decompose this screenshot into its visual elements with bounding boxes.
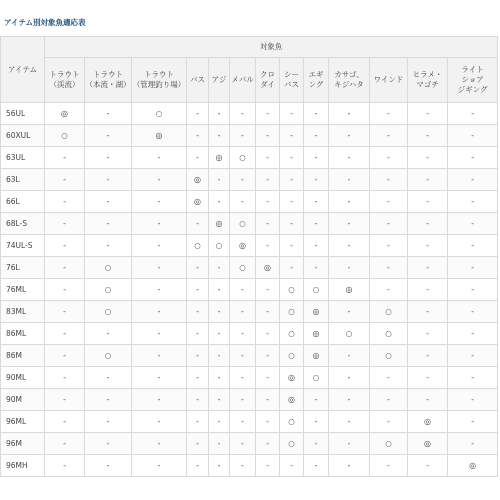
rating-cell: - xyxy=(329,169,370,191)
rating-cell: ◎ xyxy=(448,455,498,477)
rating-cell: - xyxy=(304,257,329,279)
rating-cell: - xyxy=(132,433,187,455)
rating-cell: - xyxy=(45,433,85,455)
rating-cell: - xyxy=(187,257,209,279)
rating-cell: - xyxy=(209,279,230,301)
rating-cell: - xyxy=(132,389,187,411)
rating-cell: ○ xyxy=(280,433,304,455)
rating-cell: - xyxy=(85,323,132,345)
rating-cell: - xyxy=(209,345,230,367)
rating-cell: - xyxy=(230,367,256,389)
rating-cell: ○ xyxy=(230,213,256,235)
rating-cell: - xyxy=(230,389,256,411)
species-column-label: エギ ング xyxy=(308,70,324,89)
rating-cell: - xyxy=(280,147,304,169)
rating-cell: - xyxy=(370,389,408,411)
rating-cell: - xyxy=(132,257,187,279)
rating-cell: ◎ xyxy=(408,411,448,433)
table-header-group-row xyxy=(1,37,498,58)
item-name-cell: 83ML xyxy=(1,301,45,323)
rating-cell: - xyxy=(209,301,230,323)
item-name-cell: 76L xyxy=(1,257,45,279)
rating-cell: - xyxy=(85,213,132,235)
rating-cell: - xyxy=(304,433,329,455)
item-name-cell: 66L xyxy=(1,191,45,213)
rating-cell: - xyxy=(280,169,304,191)
item-name-cell: 96ML xyxy=(1,411,45,433)
rating-cell: - xyxy=(230,125,256,147)
rating-cell: - xyxy=(256,147,280,169)
rating-cell: - xyxy=(45,235,85,257)
rating-cell: - xyxy=(209,389,230,411)
table-row xyxy=(1,323,498,345)
rating-cell: - xyxy=(408,455,448,477)
rating-cell: - xyxy=(256,389,280,411)
rating-cell: - xyxy=(408,279,448,301)
rating-cell: - xyxy=(280,455,304,477)
rating-cell: ◎ xyxy=(256,257,280,279)
rating-cell: - xyxy=(448,411,498,433)
rating-cell: - xyxy=(408,169,448,191)
rating-cell: - xyxy=(256,279,280,301)
item-name-cell: 63UL xyxy=(1,147,45,169)
table-row xyxy=(1,389,498,411)
rating-cell: ◎ xyxy=(304,323,329,345)
rating-cell: - xyxy=(85,367,132,389)
species-column-header xyxy=(209,58,230,103)
rating-cell: - xyxy=(85,455,132,477)
rating-cell: - xyxy=(408,301,448,323)
rating-cell: - xyxy=(209,367,230,389)
species-column-header xyxy=(256,58,280,103)
rating-cell: - xyxy=(329,213,370,235)
rating-cell: - xyxy=(209,257,230,279)
rating-cell: - xyxy=(45,301,85,323)
compatibility-table xyxy=(0,36,498,477)
rating-cell: - xyxy=(132,213,187,235)
rating-cell: - xyxy=(132,169,187,191)
rating-cell: - xyxy=(280,125,304,147)
rating-cell: - xyxy=(329,367,370,389)
rating-cell: ◎ xyxy=(45,103,85,125)
rating-cell: - xyxy=(329,345,370,367)
rating-cell: - xyxy=(448,389,498,411)
rating-cell: ○ xyxy=(280,323,304,345)
rating-cell: - xyxy=(304,191,329,213)
rating-cell: - xyxy=(329,235,370,257)
rating-cell: ◎ xyxy=(230,235,256,257)
rating-cell: - xyxy=(408,257,448,279)
rating-cell: ○ xyxy=(187,235,209,257)
rating-cell: - xyxy=(370,103,408,125)
rating-cell: - xyxy=(230,345,256,367)
rating-cell: - xyxy=(85,235,132,257)
rating-cell: - xyxy=(45,169,85,191)
table-row xyxy=(1,191,498,213)
rating-cell: - xyxy=(209,103,230,125)
rating-cell: - xyxy=(132,235,187,257)
item-name-cell: 86M xyxy=(1,345,45,367)
rating-cell: ○ xyxy=(370,323,408,345)
species-column-header xyxy=(85,58,132,103)
rating-cell: - xyxy=(85,169,132,191)
rating-cell: - xyxy=(329,191,370,213)
rating-cell: - xyxy=(256,103,280,125)
rating-cell: - xyxy=(370,367,408,389)
table-row xyxy=(1,169,498,191)
species-column-header xyxy=(45,58,85,103)
rating-cell: - xyxy=(45,411,85,433)
rating-cell: - xyxy=(256,367,280,389)
rating-cell: ◎ xyxy=(408,433,448,455)
rating-cell: - xyxy=(370,147,408,169)
rating-cell: - xyxy=(187,389,209,411)
table-row xyxy=(1,103,498,125)
rating-cell: - xyxy=(329,389,370,411)
page-title: アイテム別対象魚適応表 xyxy=(4,18,86,27)
rating-cell: ○ xyxy=(230,147,256,169)
item-name-cell: 86ML xyxy=(1,323,45,345)
rating-cell: - xyxy=(448,257,498,279)
rating-cell: - xyxy=(448,103,498,125)
item-name-cell: 96M xyxy=(1,433,45,455)
rating-cell: - xyxy=(256,125,280,147)
rating-cell: - xyxy=(209,433,230,455)
rating-cell: - xyxy=(256,455,280,477)
rating-cell: - xyxy=(329,411,370,433)
rating-cell: - xyxy=(187,213,209,235)
rating-cell: ○ xyxy=(85,257,132,279)
rating-cell: - xyxy=(408,389,448,411)
rating-cell: - xyxy=(45,389,85,411)
rating-cell: - xyxy=(408,345,448,367)
item-name-cell: 90M xyxy=(1,389,45,411)
rating-cell: - xyxy=(187,433,209,455)
rating-cell: - xyxy=(209,191,230,213)
rating-cell: ○ xyxy=(304,367,329,389)
species-column-label: トラウト （本流・湖） xyxy=(85,70,131,89)
rating-cell: - xyxy=(230,169,256,191)
rating-cell: - xyxy=(256,345,280,367)
rating-cell: - xyxy=(85,433,132,455)
table-row xyxy=(1,433,498,455)
species-column-header xyxy=(187,58,209,103)
rating-cell: - xyxy=(408,367,448,389)
rating-cell: - xyxy=(132,411,187,433)
table-row xyxy=(1,367,498,389)
rating-cell: ○ xyxy=(370,345,408,367)
rating-cell: - xyxy=(408,103,448,125)
species-column-header xyxy=(280,58,304,103)
rating-cell: ○ xyxy=(132,103,187,125)
table-row xyxy=(1,257,498,279)
rating-cell: - xyxy=(230,433,256,455)
rating-cell: - xyxy=(304,125,329,147)
rating-cell: - xyxy=(230,103,256,125)
species-column-label: トラウト （管理釣り場） xyxy=(132,70,186,89)
species-column-header xyxy=(304,58,329,103)
rating-cell: ◎ xyxy=(187,169,209,191)
species-column-label: クロ ダイ xyxy=(260,70,275,89)
rating-cell: - xyxy=(187,103,209,125)
rating-cell: ○ xyxy=(85,301,132,323)
rating-cell: - xyxy=(370,169,408,191)
table-row xyxy=(1,147,498,169)
rating-cell: ○ xyxy=(280,411,304,433)
species-column-header xyxy=(408,58,448,103)
rating-cell: - xyxy=(329,103,370,125)
rating-cell: - xyxy=(132,345,187,367)
species-column-label: バス xyxy=(190,75,205,84)
rating-cell: - xyxy=(408,323,448,345)
rating-cell: - xyxy=(329,125,370,147)
rating-cell: - xyxy=(230,455,256,477)
rating-cell: - xyxy=(187,125,209,147)
rating-cell: - xyxy=(132,323,187,345)
rating-cell: - xyxy=(132,367,187,389)
rating-cell: - xyxy=(304,147,329,169)
species-header-row xyxy=(1,58,498,103)
table-body xyxy=(1,103,498,477)
rating-cell: - xyxy=(448,279,498,301)
rating-cell: - xyxy=(209,411,230,433)
rating-cell: - xyxy=(370,235,408,257)
rating-cell: ○ xyxy=(304,279,329,301)
item-column-header: アイテム xyxy=(1,37,45,103)
rating-cell: - xyxy=(448,345,498,367)
rating-cell: - xyxy=(85,411,132,433)
species-column-header xyxy=(132,58,187,103)
species-column-label: カサゴ、 キジハタ xyxy=(334,70,364,89)
table-row xyxy=(1,213,498,235)
rating-cell: - xyxy=(448,367,498,389)
table-row xyxy=(1,301,498,323)
rating-cell: - xyxy=(132,147,187,169)
rating-cell: - xyxy=(256,191,280,213)
species-column-label: トラウト （渓流） xyxy=(49,70,80,89)
item-name-cell: 76ML xyxy=(1,279,45,301)
rating-cell: ○ xyxy=(209,235,230,257)
rating-cell: - xyxy=(370,125,408,147)
rating-cell: - xyxy=(448,433,498,455)
rating-cell: - xyxy=(448,147,498,169)
rating-cell: - xyxy=(370,257,408,279)
rating-cell: ○ xyxy=(370,433,408,455)
rating-cell: - xyxy=(408,125,448,147)
rating-cell: - xyxy=(448,213,498,235)
species-column-header xyxy=(329,58,370,103)
rating-cell: ◎ xyxy=(304,345,329,367)
rating-cell: - xyxy=(85,103,132,125)
rating-cell: - xyxy=(329,455,370,477)
rating-cell: - xyxy=(256,213,280,235)
rating-cell: ○ xyxy=(280,301,304,323)
rating-cell: - xyxy=(187,279,209,301)
table-row xyxy=(1,125,498,147)
rating-cell: - xyxy=(256,323,280,345)
rating-cell: - xyxy=(304,169,329,191)
rating-cell: - xyxy=(370,455,408,477)
rating-cell: - xyxy=(370,213,408,235)
rating-cell: - xyxy=(132,455,187,477)
rating-cell: - xyxy=(187,455,209,477)
rating-cell: - xyxy=(187,367,209,389)
rating-cell: ◎ xyxy=(280,389,304,411)
rating-cell: ○ xyxy=(85,279,132,301)
rating-cell: - xyxy=(256,411,280,433)
rating-cell: - xyxy=(45,191,85,213)
rating-cell: - xyxy=(448,125,498,147)
rating-cell: - xyxy=(408,147,448,169)
rating-cell: - xyxy=(280,103,304,125)
rating-cell: - xyxy=(132,191,187,213)
species-column-label: シー バス xyxy=(284,70,299,89)
item-name-cell: 60XUL xyxy=(1,125,45,147)
rating-cell: - xyxy=(370,411,408,433)
table-row xyxy=(1,235,498,257)
table-row xyxy=(1,345,498,367)
species-column-label: ライト ショア ジギング xyxy=(457,65,488,94)
rating-cell: - xyxy=(304,455,329,477)
species-column-label: ヒラメ・ マゴチ xyxy=(412,70,443,89)
species-column-header xyxy=(230,58,256,103)
rating-cell: - xyxy=(45,257,85,279)
rating-cell: - xyxy=(304,389,329,411)
rating-cell: - xyxy=(256,301,280,323)
species-column-header xyxy=(448,58,498,103)
rating-cell: - xyxy=(329,433,370,455)
rating-cell: - xyxy=(448,191,498,213)
rating-cell: - xyxy=(408,235,448,257)
rating-cell: ○ xyxy=(370,301,408,323)
rating-cell: - xyxy=(280,191,304,213)
rating-cell: - xyxy=(280,213,304,235)
item-name-cell: 63L xyxy=(1,169,45,191)
rating-cell: - xyxy=(329,147,370,169)
rating-cell: - xyxy=(280,235,304,257)
rating-cell: - xyxy=(45,279,85,301)
rating-cell: - xyxy=(85,191,132,213)
rating-cell: - xyxy=(45,147,85,169)
rating-cell: - xyxy=(448,323,498,345)
rating-cell: - xyxy=(45,323,85,345)
rating-cell: ○ xyxy=(230,257,256,279)
rating-cell: ◎ xyxy=(132,125,187,147)
rating-cell: ○ xyxy=(329,323,370,345)
compatibility-table-wrapper xyxy=(0,36,497,477)
rating-cell: - xyxy=(187,301,209,323)
rating-cell: - xyxy=(85,125,132,147)
species-column-label: アジ xyxy=(211,75,227,84)
rating-cell: - xyxy=(209,323,230,345)
rating-cell: - xyxy=(329,301,370,323)
rating-cell: - xyxy=(408,213,448,235)
rating-cell: - xyxy=(230,279,256,301)
rating-cell: ○ xyxy=(280,279,304,301)
rating-cell: - xyxy=(448,301,498,323)
species-column-label: メバル xyxy=(231,75,254,84)
rating-cell: - xyxy=(45,213,85,235)
rating-cell: ◎ xyxy=(280,367,304,389)
rating-cell: - xyxy=(304,235,329,257)
rating-cell: - xyxy=(209,169,230,191)
item-name-cell: 90ML xyxy=(1,367,45,389)
item-name-cell: 96MH xyxy=(1,455,45,477)
table-row xyxy=(1,411,498,433)
rating-cell: - xyxy=(370,191,408,213)
rating-cell: - xyxy=(256,169,280,191)
rating-cell: - xyxy=(230,323,256,345)
table-row xyxy=(1,455,498,477)
rating-cell: - xyxy=(304,411,329,433)
rating-cell: - xyxy=(230,301,256,323)
rating-cell: ○ xyxy=(45,125,85,147)
rating-cell: - xyxy=(45,367,85,389)
rating-cell: - xyxy=(280,257,304,279)
rating-cell: - xyxy=(304,213,329,235)
rating-cell: - xyxy=(329,257,370,279)
rating-cell: - xyxy=(132,301,187,323)
item-name-cell: 56UL xyxy=(1,103,45,125)
target-fish-group-header: 対象魚 xyxy=(45,37,498,58)
rating-cell: ◎ xyxy=(304,301,329,323)
rating-cell: - xyxy=(187,345,209,367)
rating-cell: - xyxy=(85,147,132,169)
item-name-cell: 74UL-S xyxy=(1,235,45,257)
species-column-header xyxy=(370,58,408,103)
rating-cell: - xyxy=(230,411,256,433)
rating-cell: - xyxy=(187,323,209,345)
rating-cell: ○ xyxy=(85,345,132,367)
rating-cell: - xyxy=(448,235,498,257)
rating-cell: - xyxy=(45,345,85,367)
rating-cell: ◎ xyxy=(187,191,209,213)
rating-cell: - xyxy=(132,279,187,301)
rating-cell: ◎ xyxy=(329,279,370,301)
rating-cell: - xyxy=(209,455,230,477)
rating-cell: - xyxy=(370,279,408,301)
rating-cell: ◎ xyxy=(209,147,230,169)
rating-cell: - xyxy=(256,235,280,257)
rating-cell: - xyxy=(187,411,209,433)
rating-cell: - xyxy=(304,103,329,125)
rating-cell: - xyxy=(448,169,498,191)
rating-cell: ○ xyxy=(280,345,304,367)
rating-cell: - xyxy=(45,455,85,477)
rating-cell: - xyxy=(256,433,280,455)
rating-cell: - xyxy=(187,147,209,169)
rating-cell: - xyxy=(85,389,132,411)
species-column-label: ワインド xyxy=(373,75,404,84)
item-name-cell: 68L-S xyxy=(1,213,45,235)
rating-cell: - xyxy=(209,125,230,147)
rating-cell: ◎ xyxy=(209,213,230,235)
rating-cell: - xyxy=(230,191,256,213)
table-row xyxy=(1,279,498,301)
rating-cell: - xyxy=(408,191,448,213)
